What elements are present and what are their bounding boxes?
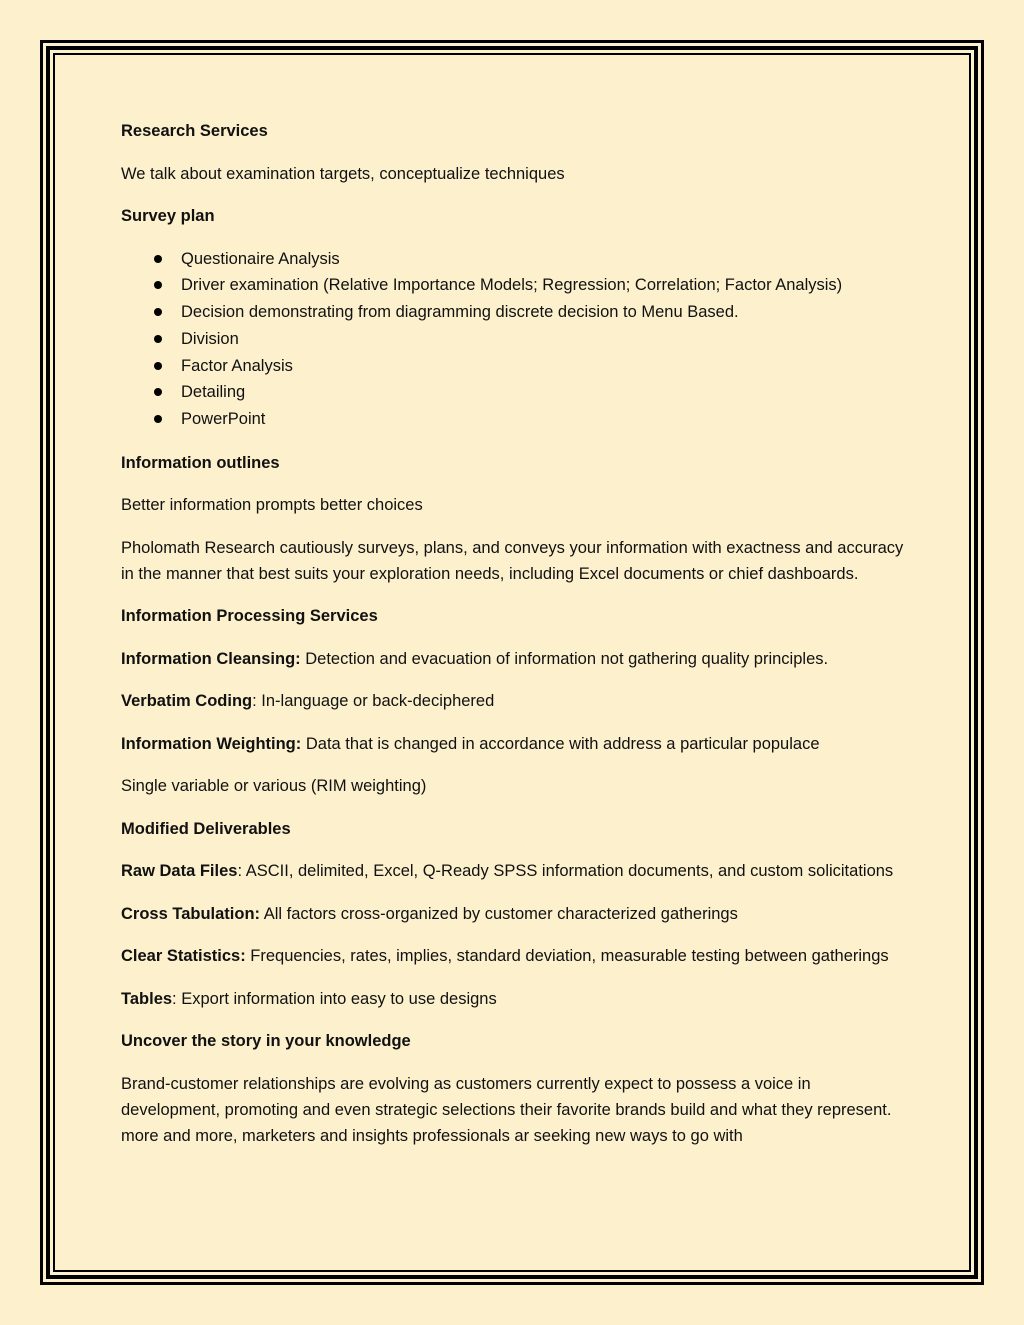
bullet-icon bbox=[154, 335, 162, 343]
weighting-entry bbox=[121, 731, 911, 757]
information-outlines-heading: Information outlines bbox=[121, 453, 280, 472]
processing-services-heading: Information Processing Services bbox=[121, 607, 378, 626]
clear-stats-text: Frequencies, rates, implies, standard deviation, measurable testing between gatherings bbox=[245, 947, 889, 966]
list-item-label: Division bbox=[181, 329, 239, 348]
weighting-label: Information Weighting: bbox=[121, 734, 302, 753]
list-item bbox=[121, 299, 911, 326]
clear-stats-entry bbox=[121, 943, 911, 969]
cleansing-text: Detection and evacuation of information not gathering quality principles. bbox=[300, 649, 829, 668]
cross-tab-text: All factors cross-organized by customer characterized gatherings bbox=[260, 904, 738, 923]
list-item-label: PowerPoint bbox=[181, 410, 266, 429]
cleansing-label: Information Cleansing: bbox=[121, 649, 301, 668]
weighting-text: Data that is changed in accordance with address a particular populace bbox=[301, 734, 820, 753]
story-heading: Uncover the story in your knowledge bbox=[121, 1032, 411, 1051]
research-services-heading: Research Services bbox=[121, 122, 268, 140]
clear-stats-label: Clear Statistics: bbox=[121, 947, 246, 966]
bullet-icon bbox=[154, 362, 162, 370]
tables-label: Tables bbox=[121, 989, 173, 1008]
list-item-label: Driver examination (Relative Importance Models; Regression; Correlation; Factor Analysis) bbox=[181, 276, 843, 295]
document-body bbox=[121, 118, 911, 1165]
bullet-icon bbox=[154, 255, 162, 263]
survey-plan-heading: Survey plan bbox=[121, 207, 215, 225]
raw-data-label: Raw Data Files bbox=[121, 862, 238, 881]
verbatim-entry bbox=[121, 688, 911, 714]
list-item bbox=[121, 406, 911, 433]
list-item-label: Questionaire Analysis bbox=[181, 249, 340, 268]
list-item bbox=[121, 246, 911, 273]
research-services-text: We talk about examination targets, conceptualize techniques bbox=[121, 164, 565, 183]
bullet-icon bbox=[154, 415, 162, 423]
information-outlines-paragraph: Pholomath Research cautiously surveys, plans, and conveys your information with exactness and accuracy in the manner that best suits your exploration needs, including Excel documents or chief dashboards. bbox=[121, 538, 904, 583]
bullet-icon bbox=[154, 308, 162, 316]
cleansing-entry bbox=[121, 646, 911, 672]
list-item bbox=[121, 379, 911, 406]
cross-tab-entry bbox=[121, 901, 911, 927]
raw-data-entry bbox=[121, 858, 911, 884]
list-item-label: Factor Analysis bbox=[181, 356, 293, 375]
tables-text: : Export information into easy to use designs bbox=[172, 989, 497, 1008]
list-item bbox=[121, 272, 911, 299]
cross-tab-label: Cross Tabulation: bbox=[121, 904, 261, 923]
bullet-icon bbox=[154, 388, 162, 396]
list-item bbox=[121, 353, 911, 380]
verbatim-label: Verbatim Coding bbox=[121, 692, 253, 711]
list-item-label: Decision demonstrating from diagramming discrete decision to Menu Based. bbox=[181, 303, 739, 322]
story-paragraph: Brand-customer relationships are evolving as customers currently expect to possess a voice in development, promoting and even strategic selections their favorite brands build and what they represent. more and more, marketers and insights professionals ar seeking new ways to go with bbox=[121, 1074, 892, 1145]
weighting-note: Single variable or various (RIM weighting) bbox=[121, 777, 427, 796]
raw-data-text: : ASCII, delimited, Excel, Q-Ready SPSS information documents, and custom solicitations bbox=[237, 862, 894, 881]
information-outlines-tagline: Better information prompts better choices bbox=[121, 496, 423, 515]
bullet-icon bbox=[154, 281, 162, 289]
verbatim-text: : In-language or back-deciphered bbox=[252, 692, 495, 711]
survey-plan-list bbox=[121, 246, 911, 434]
modified-deliverables-heading: Modified Deliverables bbox=[121, 819, 291, 838]
list-item bbox=[121, 326, 911, 353]
tables-entry bbox=[121, 986, 911, 1012]
list-item-label: Detailing bbox=[181, 383, 246, 402]
